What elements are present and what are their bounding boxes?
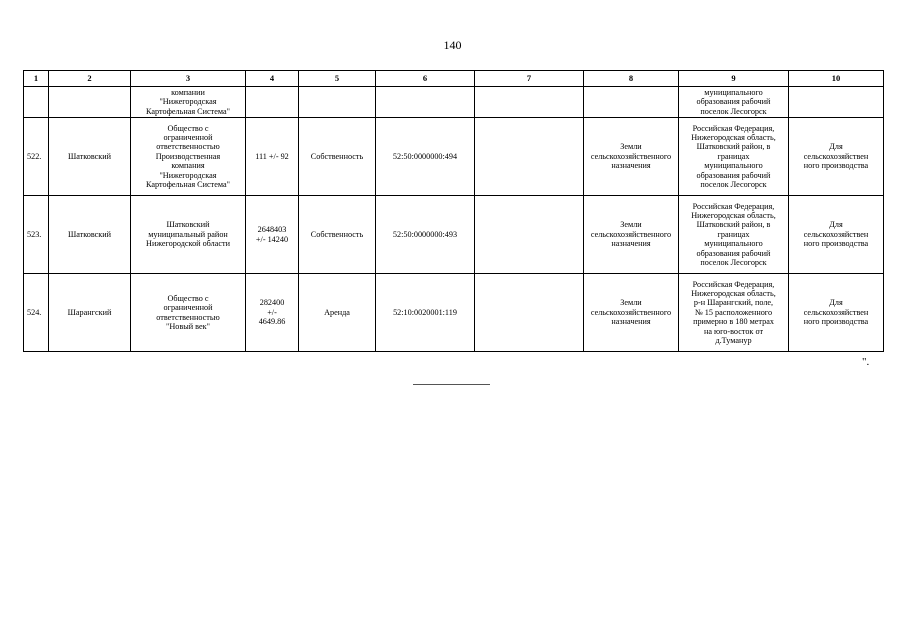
header-cell: 2 [49, 71, 131, 87]
cell-category: Земли сельскохозяйственного назначения [584, 196, 679, 274]
header-row [24, 71, 884, 87]
cell-area: 282400 +/- 4649.86 [246, 274, 299, 352]
continuation-row [24, 87, 884, 118]
cell-district: Шарангский [49, 274, 131, 352]
cell-number: 522. [24, 118, 49, 196]
closing-quote: ". [862, 356, 870, 368]
cell-location: Российская Федерация, Нижегородская область, Шатковский район, в границах муниципального образования рабочий поселок Лесогорск [679, 118, 789, 196]
cell-right [299, 87, 376, 118]
header-cell: 4 [246, 71, 299, 87]
page-number: 140 [443, 38, 462, 52]
table-row [24, 118, 884, 196]
cell-number: 524. [24, 274, 49, 352]
cell-area: 2648403 +/- 14240 [246, 196, 299, 274]
cell-cadastral [376, 87, 475, 118]
header-cell: 10 [789, 71, 884, 87]
cell-location: Российская Федерация, Нижегородская область, Шатковский район, в границах муниципального образования рабочий поселок Лесогорск [679, 196, 789, 274]
cell-cadastral: 52:50:0000000:493 [376, 196, 475, 274]
cell-number: 523. [24, 196, 49, 274]
cell-right: Аренда [299, 274, 376, 352]
cell-use [789, 87, 884, 118]
header-cell: 6 [376, 71, 475, 87]
table-row [24, 274, 884, 352]
cell-use: Для сельскохозяйствен ного производства [789, 274, 884, 352]
cell-right: Собственность [299, 196, 376, 274]
header-cell: 9 [679, 71, 789, 87]
table-row [24, 196, 884, 274]
header-cell: 3 [131, 71, 246, 87]
cell-cadastral: 52:10:0020001:119 [376, 274, 475, 352]
cell-category: Земли сельскохозяйственного назначения [584, 118, 679, 196]
cell-location: Российская Федерация, Нижегородская область, р-н Шарангский, поле, № 15 расположенного примерно в 180 метрах на юго-восток от д.Туманур [679, 274, 789, 352]
cell-use: Для сельскохозяйствен ного производства [789, 118, 884, 196]
cell-right: Собственность [299, 118, 376, 196]
cell-col7 [475, 118, 584, 196]
header-cell: 8 [584, 71, 679, 87]
cell-col7 [475, 196, 584, 274]
cell-district: Шатковский [49, 118, 131, 196]
cell-location: муниципального образования рабочий поселок Лесогорск [679, 87, 789, 118]
cell-number [24, 87, 49, 118]
end-divider [413, 384, 490, 385]
cell-use: Для сельскохозяйствен ного производства [789, 196, 884, 274]
cell-area [246, 87, 299, 118]
cell-owner: Общество с ограниченной ответственностью Производственная компания "Нижегородская Картофельная Система" [131, 118, 246, 196]
land-registry-table [23, 70, 884, 352]
cell-category: Земли сельскохозяйственного назначения [584, 274, 679, 352]
cell-col7 [475, 274, 584, 352]
cell-district [49, 87, 131, 118]
cell-area: 111 +/- 92 [246, 118, 299, 196]
cell-owner: Общество с ограниченной ответственностью "Новый век" [131, 274, 246, 352]
cell-cadastral: 52:50:0000000:494 [376, 118, 475, 196]
cell-owner: компании "Нижегородская Картофельная Система" [131, 87, 246, 118]
cell-col7 [475, 87, 584, 118]
cell-category [584, 87, 679, 118]
header-cell: 5 [299, 71, 376, 87]
cell-district: Шатковский [49, 196, 131, 274]
cell-owner: Шатковский муниципальный район Нижегородской области [131, 196, 246, 274]
header-cell: 7 [475, 71, 584, 87]
header-cell: 1 [24, 71, 49, 87]
